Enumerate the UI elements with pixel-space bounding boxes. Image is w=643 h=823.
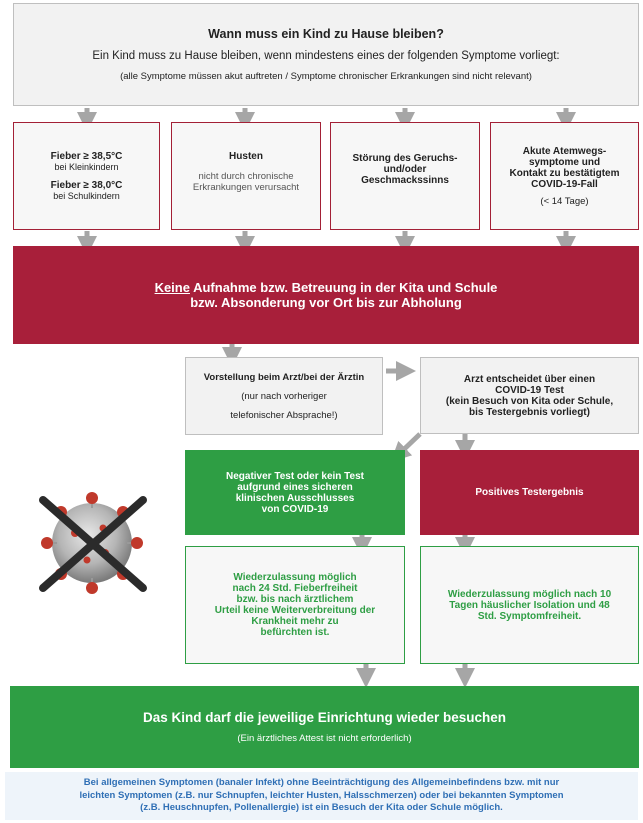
negative-line2: aufgrund eines sicheren — [237, 481, 353, 493]
doctor-line3: telefonischer Absprache!) — [230, 409, 338, 421]
readmit-neg-line5: Krankheit mehr zu — [251, 616, 339, 627]
symptom-cough — [171, 122, 321, 230]
positive-test-box — [420, 450, 639, 535]
resp-line4: COVID-19-Fall — [531, 178, 598, 190]
footer-line2: leichten Symptomen (z.B. nur Schnupfen, leichter Husten, Halsschmerzen) oder bei bekannten Symptomen — [79, 789, 564, 801]
readmit-pos-line2: Tagen häuslicher Isolation und 48 — [449, 599, 610, 611]
readmit-pos-line1: Wiederzulassung möglich nach 10 — [447, 588, 612, 600]
readmit-pos-line3: Std. Symptomfreiheit. — [477, 610, 582, 622]
symptom-smell — [330, 122, 480, 230]
final-title: Das Kind darf die jeweilige Einrichtung wieder besuchen — [142, 710, 507, 725]
exclusion-line1-rest: Aufnahme bzw. Betreuung in der Kita und Schule — [189, 280, 498, 295]
fever-line2: bei Kleinkindern — [54, 162, 119, 172]
smell-line2: und/oder — [383, 164, 427, 175]
readmission-negative-box — [185, 546, 405, 664]
header-line1: Ein Kind muss zu Hause bleiben, wenn mindestens eines der folgenden Symptome vorliegt: — [92, 50, 560, 62]
doctor-line2: (nur nach vorheriger — [241, 390, 327, 402]
resp-line3: Kontakt zu bestätigtem — [509, 167, 620, 179]
final-subtitle: (Ein ärztliches Attest ist nicht erforderlich) — [237, 733, 412, 744]
decision-line4: bis Testergebnis vorliegt) — [469, 406, 590, 418]
footer-line1: Bei allgemeinen Symptomen (banaler Infekt) ohne Beeinträchtigung des Allgemeinbefindens bzw. mit nur — [83, 776, 560, 788]
header-title: Wann muss ein Kind zu Hause bleiben? — [208, 27, 444, 41]
decision-box — [420, 357, 639, 434]
readmission-positive-box — [420, 546, 639, 664]
negative-line3: klinischen Ausschlusses — [235, 492, 355, 504]
resp-line1: Akute Atemwegs- — [522, 145, 607, 157]
decision-line1: Arzt entscheidet über einen — [463, 373, 596, 385]
header-line2: (alle Symptome müssen akut auftreten / Symptome chronischer Erkrankungen sind nicht relevant) — [120, 71, 532, 82]
cough-title: Husten — [229, 151, 263, 162]
readmit-neg-line3: bzw. bis nach ärztlichem — [236, 594, 354, 605]
smell-line1: Störung des Geruchs- — [352, 153, 458, 164]
readmit-neg-line4: Urteil keine Weiterverbreitung der — [214, 605, 376, 616]
resp-line2: symptome und — [528, 156, 601, 168]
exclusion-keine: Keine — [154, 280, 190, 295]
symptom-respiratory — [490, 122, 639, 230]
cough-line3: Erkrankungen verursacht — [192, 182, 300, 193]
positive-line1: Positives Testergebnis — [475, 487, 584, 498]
fever-line3: Fieber ≥ 38,0°C — [50, 180, 123, 191]
return-allowed-banner — [10, 686, 639, 768]
symptom-fever — [13, 122, 160, 230]
cough-line2: nicht durch chronische — [198, 171, 294, 182]
doctor-box — [185, 357, 383, 435]
decision-line2: COVID-19 Test — [495, 384, 564, 396]
footer-line3: (z.B. Heuschnupfen, Pollenallergie) ist ein Besuch der Kita oder Schule möglich. — [140, 802, 503, 814]
exclusion-line1 — [155, 280, 498, 295]
readmit-neg-line2: nach 24 Std. Fieberfreiheit — [232, 583, 358, 594]
negative-line4: von COVID-19 — [261, 503, 329, 515]
exclusion-line2: bzw. Absonderung vor Ort bis zur Abholung — [190, 295, 462, 310]
exclusion-banner — [13, 246, 639, 344]
fever-line4: bei Schulkindern — [53, 191, 120, 201]
footer-note — [5, 772, 638, 820]
header-box — [13, 3, 639, 106]
decision-line3: (kein Besuch von Kita oder Schule, — [445, 395, 614, 407]
fever-line1: Fieber ≥ 38,5°C — [50, 151, 123, 162]
smell-line3: Geschmackssinns — [361, 175, 449, 186]
readmit-neg-line6: befürchten ist. — [260, 627, 330, 638]
resp-line5: (< 14 Tage) — [540, 195, 589, 207]
doctor-line1: Vorstellung beim Arzt/bei der Ärztin — [203, 371, 365, 383]
negative-test-box — [185, 450, 405, 535]
crossed-out-virus-icon — [25, 478, 160, 608]
negative-line1: Negativer Test oder kein Test — [225, 470, 364, 482]
readmit-neg-line1: Wiederzulassung möglich — [233, 572, 357, 583]
